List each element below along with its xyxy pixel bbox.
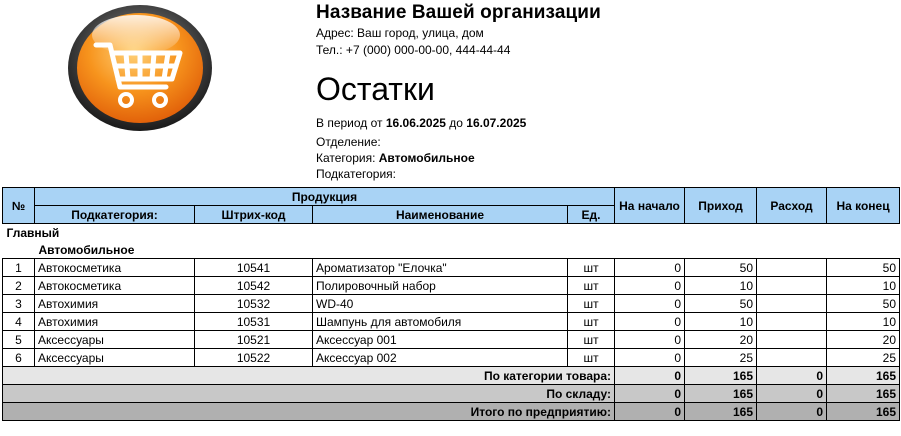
total-category-label: По категории товара:	[3, 367, 615, 385]
total-enterprise-label: Итого по предприятию:	[3, 403, 615, 421]
total-warehouse-expense: 0	[757, 385, 827, 403]
department-label: Отделение:	[316, 135, 381, 149]
organization-address: Адрес: Ваш город, улица, дом	[316, 26, 484, 40]
row-income: 10	[685, 277, 757, 295]
row-end: 10	[827, 313, 900, 331]
row-income: 50	[685, 259, 757, 277]
category-label: Категория:	[316, 151, 379, 165]
report-title: Остатки	[316, 71, 435, 107]
report-period	[316, 116, 526, 130]
header-subcategory: Подкатегория:	[35, 206, 195, 224]
category-line	[316, 151, 475, 165]
date-to: 16.07.2025	[466, 116, 527, 130]
row-expense	[757, 277, 827, 295]
total-category-income: 165	[685, 367, 757, 385]
row-num: 6	[3, 349, 35, 367]
category-value: Автомобильное	[378, 151, 475, 165]
row-unit: шт	[568, 313, 615, 331]
total-warehouse-start: 0	[615, 385, 685, 403]
row-unit: шт	[568, 331, 615, 349]
table-row	[3, 313, 900, 331]
stock-table	[2, 187, 900, 421]
row-barcode: 10542	[195, 277, 313, 295]
row-end: 25	[827, 349, 900, 367]
row-subcategory: Аксессуары	[35, 331, 195, 349]
row-num: 4	[3, 313, 35, 331]
total-enterprise-income: 165	[685, 403, 757, 421]
row-name: Аксессуар 001	[313, 331, 568, 349]
total-enterprise-start: 0	[615, 403, 685, 421]
row-barcode: 10541	[195, 259, 313, 277]
row-name: Ароматизатор "Елочка"	[313, 259, 568, 277]
total-enterprise-end: 165	[827, 403, 900, 421]
shopping-cart-logo-icon	[68, 5, 212, 131]
total-category-start: 0	[615, 367, 685, 385]
row-barcode: 10522	[195, 349, 313, 367]
row-subcategory: Аксессуары	[35, 349, 195, 367]
department-line	[316, 135, 381, 149]
group-row-category	[3, 241, 900, 259]
row-end: 20	[827, 331, 900, 349]
group-main-label: Главный	[6, 225, 60, 240]
subcategory-label: Подкатегория:	[316, 167, 396, 181]
row-income: 50	[685, 295, 757, 313]
period-prefix: В период от	[316, 116, 386, 130]
row-num: 5	[3, 331, 35, 349]
total-row-warehouse	[3, 385, 900, 403]
row-income: 10	[685, 313, 757, 331]
row-subcategory: Автохимия	[35, 295, 195, 313]
total-category-end: 165	[827, 367, 900, 385]
row-subcategory: Автокосметика	[35, 277, 195, 295]
group-category-label: Автомобильное	[38, 242, 135, 257]
row-start: 0	[615, 277, 685, 295]
header-start: На начало	[615, 188, 685, 224]
row-expense	[757, 349, 827, 367]
table-row	[3, 349, 900, 367]
total-row-category	[3, 367, 900, 385]
row-income: 25	[685, 349, 757, 367]
total-category-expense: 0	[757, 367, 827, 385]
total-warehouse-end: 165	[827, 385, 900, 403]
header-name: Наименование	[313, 206, 568, 224]
row-subcategory: Автокосметика	[35, 259, 195, 277]
organization-phone: Тел.: +7 (000) 000-00-00, 444-44-44	[316, 43, 511, 57]
row-unit: шт	[568, 277, 615, 295]
row-start: 0	[615, 295, 685, 313]
period-mid: до	[445, 116, 467, 130]
row-num: 2	[3, 277, 35, 295]
header-barcode: Штрих-код	[195, 206, 313, 224]
row-barcode: 10521	[195, 331, 313, 349]
row-name: Шампунь для автомобиля	[313, 313, 568, 331]
total-row-enterprise	[3, 403, 900, 421]
organization-name: Название Вашей организации	[316, 2, 601, 23]
table-row	[3, 259, 900, 277]
row-barcode: 10531	[195, 313, 313, 331]
row-end: 50	[827, 259, 900, 277]
row-barcode: 10532	[195, 295, 313, 313]
row-start: 0	[615, 349, 685, 367]
row-end: 10	[827, 277, 900, 295]
row-expense	[757, 295, 827, 313]
header-num: №	[3, 188, 35, 224]
header-income: Приход	[685, 188, 757, 224]
row-subcategory: Автохимия	[35, 313, 195, 331]
header-expense: Расход	[757, 188, 827, 224]
row-income: 20	[685, 331, 757, 349]
table-row	[3, 277, 900, 295]
date-from: 16.06.2025	[385, 116, 446, 130]
row-start: 0	[615, 331, 685, 349]
row-num: 1	[3, 259, 35, 277]
row-name: Аксессуар 002	[313, 349, 568, 367]
row-unit: шт	[568, 349, 615, 367]
row-end: 50	[827, 295, 900, 313]
group-row-main	[3, 224, 900, 242]
header-products: Продукция	[35, 188, 615, 206]
total-enterprise-expense: 0	[757, 403, 827, 421]
row-expense	[757, 331, 827, 349]
subcategory-line	[316, 167, 396, 181]
row-start: 0	[615, 259, 685, 277]
row-name: WD-40	[313, 295, 568, 313]
row-num: 3	[3, 295, 35, 313]
total-warehouse-label: По складу:	[3, 385, 615, 403]
table-row	[3, 295, 900, 313]
row-expense	[757, 259, 827, 277]
header-unit: Ед.	[568, 206, 615, 224]
row-expense	[757, 313, 827, 331]
header-end: На конец	[827, 188, 900, 224]
row-name: Полировочный набор	[313, 277, 568, 295]
total-warehouse-income: 165	[685, 385, 757, 403]
table-row	[3, 331, 900, 349]
row-start: 0	[615, 313, 685, 331]
row-unit: шт	[568, 295, 615, 313]
row-unit: шт	[568, 259, 615, 277]
